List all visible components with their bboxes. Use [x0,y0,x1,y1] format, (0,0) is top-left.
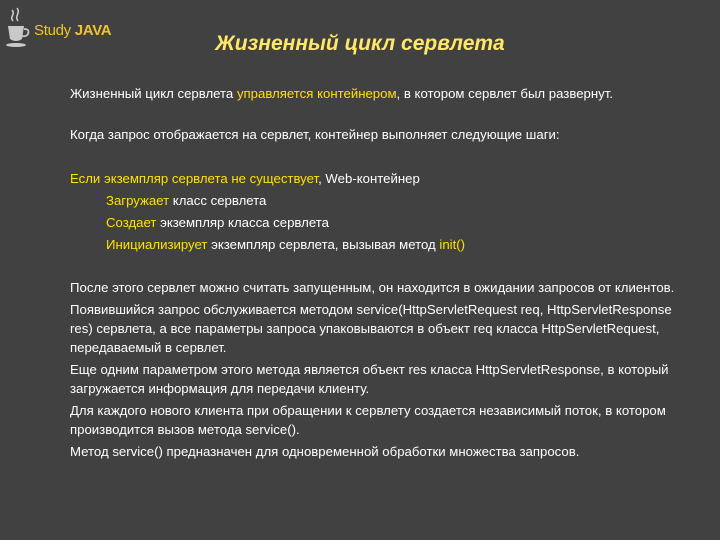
step-create-verb: Создает [106,215,157,230]
slide-title: Жизненный цикл сервлета [215,32,505,55]
step-create-text: экземпляр класса сервлета [156,215,329,230]
intro-text-end: , в котором сервлет был развернут. [396,86,613,101]
if-line-text: , Web-контейнер [318,171,420,186]
intro-text-start: Жизненный цикл сервлета [70,86,237,101]
paragraph-started: После этого сервлет можно считать запущенным, он находится в ожидании запросов от клиентов. [70,280,675,295]
step-load-text: класс сервлета [169,193,267,208]
slide-body [22,84,698,461]
step-init-verb: Инициализирует [106,237,208,252]
paragraph-service: Появившийся запрос обслуживается методом service(HttpServletRequest req, HttpServletResponse res) сервлета, а все параметры запроса упаковываются в объект req класса HttpServletRequest, передаваемый в сервлет. [70,302,672,355]
step-init [22,235,698,254]
step-create [22,213,698,232]
logo-study-text: Study [34,22,71,39]
intro-highlight: управляется контейнером [236,86,397,101]
step-init-method: init() [439,237,466,252]
paragraph-concurrency: Метод service() предназначен для одновременной обработки множества запросов. [70,444,580,459]
paragraph-thread: Для каждого нового клиента при обращении к сервлету создается независимый поток, в котором производится вызов метода service(). [70,403,666,437]
step-load-verb: Загружает [106,193,170,208]
if-line-highlight: Если экземпляр сервлета не существует [70,171,319,186]
logo-java-text: JAVA [74,22,112,39]
if-line [22,169,698,188]
paragraph-response: Еще одним параметром этого метода является объект res класса HttpServletResponse, в который загружается информация для передачи клиенту. [70,362,669,396]
step-init-text: экземпляр сервлета, вызывая метод [207,237,440,252]
step-load [22,191,698,210]
request-line: Когда запрос отображается на сервлет, контейнер выполняет следующие шаги: [70,127,560,142]
intro-paragraph [22,84,698,103]
